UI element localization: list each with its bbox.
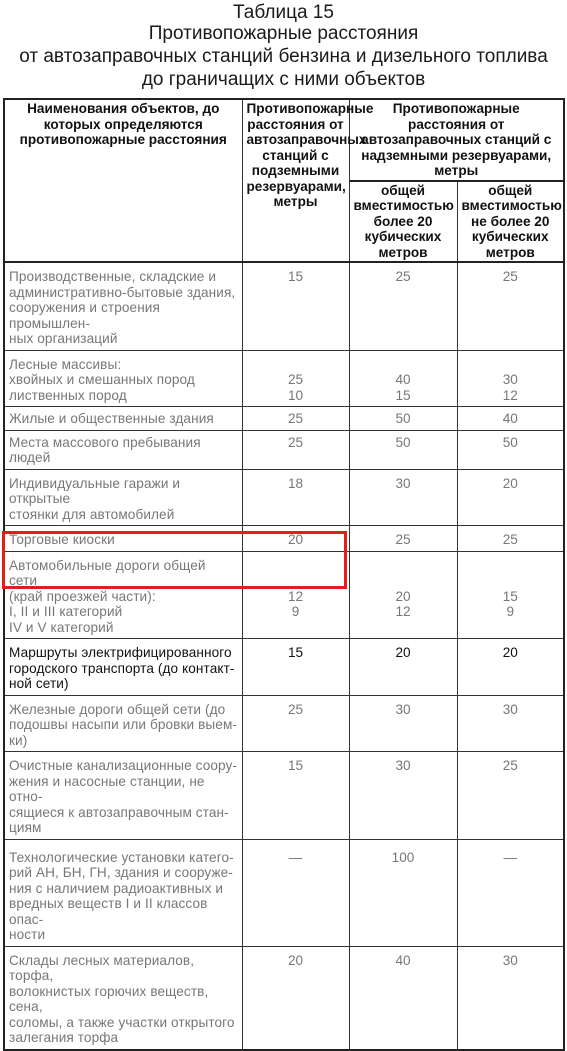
cell-text: 25 (287, 434, 304, 450)
cell-text: 40 (395, 952, 411, 968)
cell-text: 25 (502, 758, 518, 773)
object-name-cell (4, 752, 242, 840)
above-over-20-value-cell (349, 469, 457, 526)
cell-text (247, 573, 345, 589)
cell-text: 30 (395, 701, 411, 717)
cell-text: 15 (287, 269, 304, 284)
object-name-cell (4, 695, 242, 752)
above-under-20-value-cell (457, 695, 564, 752)
above-under-20-value-cell (457, 430, 564, 469)
underground-value-cell (242, 839, 349, 946)
table-title-line-2: от автозаправочных станций бензина и дизельного топлива (19, 46, 548, 67)
cell-text: Очистные канализационные соору- (9, 758, 238, 773)
cell-text: ных организаций (9, 331, 118, 346)
cell-text: сящиеся к автозаправочным стан- (9, 804, 229, 820)
fire-distance-table (3, 98, 565, 1051)
cell-text: 25 (395, 269, 411, 284)
cell-text (462, 573, 560, 589)
above-over-20-value-cell (349, 262, 457, 350)
underground-value-cell (242, 430, 349, 469)
above-over-20-value-cell (349, 946, 457, 1050)
cell-text: ния с наличием радиоактивных и (9, 880, 224, 896)
cell-text: волокнистых горючих веществ, сена, (9, 983, 209, 1014)
cell-text (354, 573, 453, 589)
cell-text: (край проезжей части): (9, 588, 156, 604)
cell-text: лиственных пород (9, 387, 127, 403)
above-over-20-value-cell (349, 526, 457, 552)
above-under-20-value-cell (457, 407, 564, 431)
above-under-20-value-cell (457, 839, 564, 946)
above-under-20-value-cell (457, 262, 564, 350)
cell-text: Автомобильные дороги общей сети (9, 557, 206, 588)
cell-text: 30 (395, 475, 411, 491)
cell-text (247, 357, 345, 373)
above-over-20-value-cell (349, 551, 457, 639)
underground-value-cell (242, 551, 349, 639)
table-number: Таблица 15 (233, 2, 334, 23)
table-row (4, 407, 564, 431)
cell-text: Производственные, складские и (9, 269, 217, 284)
cell-text: 20 (395, 645, 411, 660)
cell-text: ности (9, 927, 46, 942)
above-over-20-value-cell (349, 695, 457, 752)
cell-text (354, 558, 453, 574)
cell-text: подошвы насыпи или бровки выем- (9, 717, 238, 732)
cell-text (462, 357, 560, 373)
cell-text: 25 (502, 269, 518, 284)
table-row (4, 350, 564, 407)
cell-text: циям (9, 820, 42, 835)
table-row (4, 551, 564, 639)
cell-text: 15 (287, 645, 304, 660)
above-under-20-value-cell (457, 526, 564, 552)
header-above-over-20: общей вместимостью более 20 кубических метров (349, 181, 457, 263)
cell-text: сооружения и строения промышлен- (9, 300, 160, 331)
table-title-line-3: до граничащих с ними объектов (141, 69, 426, 90)
cell-text: 50 (502, 434, 518, 450)
cell-text: 15 (502, 588, 518, 604)
table-row (4, 695, 564, 752)
underground-value-cell (242, 639, 349, 696)
table-row (4, 946, 564, 1050)
object-name-cell (4, 526, 242, 552)
cell-text: рий АН, БН, ГН, здания и сооруже- (9, 865, 233, 880)
table-row (4, 262, 564, 350)
above-under-20-value-cell (457, 551, 564, 639)
cell-text: IV и V категорий (9, 619, 114, 635)
cell-text: 9 (291, 604, 300, 619)
cell-text: 20 (502, 475, 518, 491)
underground-value-cell (242, 407, 349, 431)
cell-text: 18 (287, 475, 304, 491)
object-name-cell (4, 551, 242, 639)
cell-text (462, 558, 560, 574)
above-over-20-value-cell (349, 430, 457, 469)
cell-text: — (503, 849, 518, 865)
table-row (4, 430, 564, 469)
cell-text: 30 (502, 952, 518, 968)
cell-text: вредных веществ I и II классов опас- (9, 896, 208, 927)
underground-value-cell (242, 752, 349, 840)
cell-text: 12 (287, 588, 304, 604)
object-name-cell (4, 350, 242, 407)
object-name-cell (4, 407, 242, 431)
cell-text: Жилые и общественные здания (9, 411, 214, 426)
cell-text: 25 (287, 411, 304, 426)
cell-text: 50 (395, 434, 411, 450)
cell-text: 25 (287, 372, 304, 387)
object-name-cell (4, 639, 242, 696)
cell-text: 30 (395, 758, 411, 773)
cell-text: соломы, а также участки открытого (9, 1014, 235, 1030)
cell-text (247, 558, 345, 574)
cell-text: ной сети) (9, 676, 69, 691)
table-body (4, 262, 564, 1050)
cell-text: Лесные массивы: (9, 356, 122, 372)
cell-text (354, 357, 453, 373)
cell-text: 40 (395, 372, 411, 387)
cell-text: 30 (502, 701, 518, 717)
cell-text: Железные дороги общей сети (до (9, 701, 226, 717)
underground-value-cell (242, 526, 349, 552)
header-above-under-20: общей вместимостью не более 20 кубических метров (457, 181, 564, 263)
cell-text: 20 (502, 645, 518, 660)
underground-value-cell (242, 695, 349, 752)
cell-text: административно-бытовые здания, (9, 284, 236, 300)
underground-value-cell (242, 262, 349, 350)
cell-text: ки) (9, 732, 28, 748)
object-name-cell (4, 839, 242, 946)
cell-text: 25 (395, 532, 411, 547)
above-under-20-value-cell (457, 946, 564, 1050)
cell-text: хвойных и смешанных пород (9, 372, 195, 387)
cell-text: — (288, 849, 303, 865)
cell-text: 12 (502, 387, 518, 403)
cell-text: Торговые киоски (9, 532, 115, 547)
table-title-line-1: Противопожарные расстояния (148, 23, 419, 44)
cell-text: Склады лесных материалов, торфа, (9, 952, 195, 983)
cell-text: 100 (391, 849, 415, 865)
object-name-cell (4, 946, 242, 1050)
above-under-20-value-cell (457, 639, 564, 696)
cell-text: 15 (395, 387, 411, 403)
above-over-20-value-cell (349, 639, 457, 696)
object-name-cell (4, 430, 242, 469)
table-row (4, 752, 564, 840)
above-under-20-value-cell (457, 752, 564, 840)
cell-text: 20 (287, 532, 304, 547)
table-row (4, 639, 564, 696)
cell-text: 25 (502, 532, 518, 547)
cell-text: 50 (395, 411, 411, 426)
above-under-20-value-cell (457, 350, 564, 407)
cell-text: 9 (506, 604, 515, 619)
header-underground: Противопожарные расстояния от автозаправочных станций с подземными резервуарами, метры (242, 99, 349, 262)
cell-text: 25 (287, 701, 304, 717)
object-name-cell (4, 469, 242, 526)
above-over-20-value-cell (349, 350, 457, 407)
cell-text: Индивидуальные гаражи и открытые (9, 475, 181, 506)
header-object-name: Наименования объектов, до которых определяются противопожарные расстояния (4, 99, 242, 262)
cell-text: 12 (395, 604, 411, 619)
cell-text: 30 (502, 372, 518, 387)
underground-value-cell (242, 350, 349, 407)
cell-text: 20 (287, 952, 304, 968)
cell-text: городского транспорта (до контакт- (9, 660, 235, 676)
above-under-20-value-cell (457, 469, 564, 526)
table-row (4, 839, 564, 946)
header-above-ground: Противопожарные расстояния от автозаправочных станций с надземными резервуарами, метры (349, 99, 564, 181)
cell-text: Места массового пребывания людей (9, 434, 201, 465)
underground-value-cell (242, 946, 349, 1050)
cell-text: Маршруты электрифицированного (9, 645, 232, 660)
cell-text: залегания торфа (9, 1030, 119, 1045)
above-over-20-value-cell (349, 407, 457, 431)
cell-text: Технологические установки катего- (9, 849, 234, 865)
cell-text: 10 (287, 387, 304, 403)
cell-text: I, II и III категорий (9, 604, 123, 619)
cell-text: 40 (502, 411, 518, 426)
table-row (4, 469, 564, 526)
cell-text: 15 (287, 758, 304, 773)
cell-text: стоянки для автомобилей (9, 506, 175, 522)
above-over-20-value-cell (349, 839, 457, 946)
underground-value-cell (242, 469, 349, 526)
cell-text: жения и насосные станции, не отно- (9, 773, 205, 804)
cell-text: 20 (395, 588, 411, 604)
above-over-20-value-cell (349, 752, 457, 840)
table-row (4, 526, 564, 552)
object-name-cell (4, 262, 242, 350)
